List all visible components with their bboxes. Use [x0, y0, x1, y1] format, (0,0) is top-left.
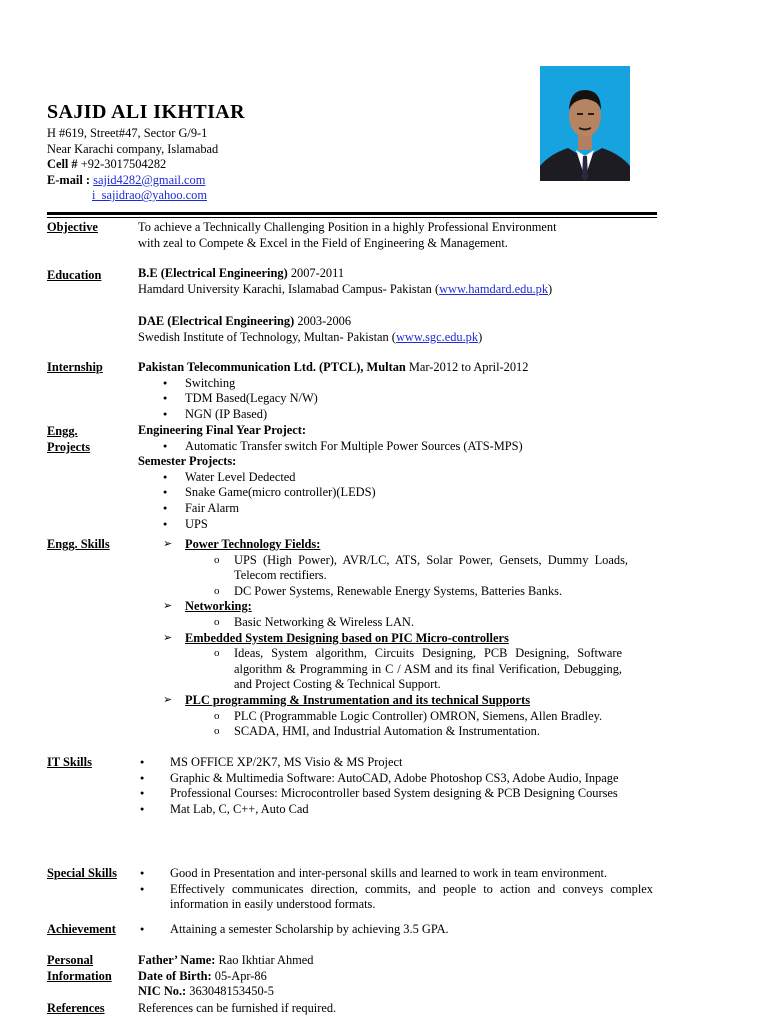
institution-link-1[interactable]: www.hamdard.edu.pk: [439, 281, 549, 296]
skill-group-heading: [138, 537, 658, 553]
email-label: E-mail :: [47, 172, 91, 187]
objective-line-1: To achieve a Technically Challenging Position in a highly Professional Environment: [138, 220, 557, 234]
label-education: Education: [47, 268, 102, 282]
list-item: ● Professional Courses: Microcontroller based System designing & PCB Designing Courses: [138, 786, 653, 802]
degree-1: B.E (Electrical Engineering): [138, 266, 288, 280]
networking-list: [138, 615, 658, 631]
list-item: ● NGN (IP Based): [138, 407, 658, 423]
address-line-2: Near Karachi company, Islamabad: [47, 141, 219, 156]
objective-text: [138, 220, 658, 251]
cell-line: [47, 157, 527, 173]
resume-header: [47, 100, 527, 204]
portrait-image: [540, 66, 630, 181]
label-engg-skills: Engg. Skills: [47, 537, 110, 551]
list-item: ● Water Level Dedected: [138, 470, 658, 486]
father-label: Father’ Name:: [138, 953, 216, 967]
list-item: ● Effectively communicates direction, commits, and people to action and conveys complex information in easily understood formats.: [138, 882, 653, 913]
email-line-2: [47, 188, 527, 204]
final-project-list: [138, 439, 658, 455]
list-item: ● Switching: [138, 376, 658, 392]
list-item: ● Fair Alarm: [138, 501, 658, 517]
years-2: 2003-2006: [297, 314, 352, 328]
label-references: References: [47, 1001, 105, 1015]
semester-projects-heading: Semester Projects:: [138, 454, 237, 469]
plc-list: [138, 709, 658, 740]
special-skills-block: [138, 866, 653, 913]
header-rule-thin: [47, 217, 657, 218]
special-skills-list: [138, 866, 653, 913]
semester-projects-list: [138, 470, 658, 532]
list-item: ● UPS: [138, 517, 658, 533]
list-item: ● Automatic Transfer switch For Multiple Power Sources (ATS-MPS): [138, 439, 658, 455]
list-item: ● Graphic & Multimedia Software: AutoCAD, Adobe Photoshop CS3, Adobe Audio, Inpage: [138, 771, 653, 787]
final-project-heading: Engineering Final Year Project:: [138, 423, 307, 437]
label-personal-information: [47, 953, 133, 984]
it-skills-block: [138, 755, 653, 817]
internship-list: [138, 376, 658, 423]
label-personal-line1: Personal: [47, 953, 94, 967]
power-technology-list: [138, 553, 658, 600]
engg-skills-block: [138, 537, 658, 740]
it-skills-list: [138, 755, 653, 817]
institution-1: Hamdard University Karachi, Islamabad Campus- Pakistan (: [138, 281, 440, 296]
power-technology-heading: Power Technology Fields:: [185, 537, 321, 551]
cell-value: +92-3017504282: [80, 157, 167, 172]
profile-photo: [540, 66, 630, 181]
achievement-list: [138, 922, 653, 938]
dob-label: Date of Birth:: [138, 968, 212, 983]
list-item: o Basic Networking & Wireless LAN.: [138, 615, 658, 631]
father-value: Rao Ikhtiar Ahmed: [218, 953, 314, 967]
education-entry-2: [138, 314, 658, 345]
internship-period: Mar-2012 to April-2012: [408, 360, 529, 374]
personal-block: [138, 953, 658, 1000]
list-item: ● TDM Based(Legacy N/W): [138, 391, 658, 407]
email-line: [47, 173, 527, 189]
label-objective: Objective: [47, 220, 98, 234]
skill-group-heading: [138, 693, 658, 709]
internship-block: [138, 360, 658, 422]
institution-link-2[interactable]: www.sgc.edu.pk: [395, 329, 479, 344]
cell-label: Cell #: [47, 157, 78, 172]
dob-value: 05-Apr-86: [214, 968, 267, 983]
list-item: ● Good in Presentation and inter-personal skills and learned to work in team environment.: [138, 866, 653, 882]
list-item: [138, 709, 658, 725]
list-item: ● MS OFFICE XP/2K7, MS Visio & MS Project: [138, 755, 653, 771]
list-item-text: PLC (Programmable Logic Controller) OMRON, Siemens, Allen Bradley.: [234, 708, 603, 723]
projects-block: [138, 423, 658, 532]
email-link-1[interactable]: sajid4282@gmail.com: [93, 172, 206, 187]
embedded-heading: Embedded System Designing based on PIC Micro-controllers: [185, 630, 509, 645]
list-item-text: UPS (High Power), AVR/LC, ATS, Solar Power, Gensets, Dummy Loads, Telecom rectifiers.: [234, 552, 628, 583]
list-item: o SCADA, HMI, and Industrial Automation & Instrumentation.: [138, 724, 658, 740]
label-achievement: Achievement: [47, 922, 116, 936]
plc-heading: PLC programming & Instrumentation and its technical Supports: [185, 692, 531, 707]
candidate-name: SAJID ALI IKHTIAR: [47, 101, 245, 123]
header-rule-thick: [47, 212, 657, 215]
address-line-1: H #619, Street#47, Sector G/9-1: [47, 126, 208, 140]
label-engg-projects-line1: Engg.: [47, 424, 78, 438]
paren-close-1: ): [548, 281, 553, 296]
list-item: [138, 646, 658, 693]
skill-group-heading: [138, 631, 658, 647]
years-1: 2007-2011: [290, 266, 345, 280]
institution-2: Swedish Institute of Technology, Multan- Pakistan (: [138, 329, 396, 344]
education-entry-1: [138, 266, 658, 297]
list-item: o DC Power Systems, Renewable Energy Systems, Batteries Banks.: [138, 584, 658, 600]
nic-value: 363048153450-5: [189, 984, 274, 999]
label-internship: Internship: [47, 360, 103, 374]
internship-company: Pakistan Telecommunication Ltd. (PTCL), Multan: [138, 360, 406, 374]
objective-line-2: with zeal to Compete & Excel in the Field of Engineering & Management.: [138, 235, 508, 250]
achievement-block: [138, 922, 653, 938]
skill-group-heading: [138, 599, 658, 615]
list-item-text: Ideas, System algorithm, Circuits Designing, PCB Designing, Software algorithm & Programming in C / ASM and its final Verification, Debugging, and Project Costing & Technical Support.: [234, 646, 622, 692]
list-item: [138, 553, 658, 584]
email-link-2[interactable]: i_sajidrao@yahoo.com: [92, 188, 207, 203]
list-item: ● Snake Game(micro controller)(LEDS): [138, 485, 658, 501]
label-engg-projects-line2: Projects: [47, 439, 91, 454]
networking-heading: Networking:: [185, 599, 252, 614]
label-special-skills: Special Skills: [47, 866, 117, 880]
list-item: ● Attaining a semester Scholarship by achieving 3.5 GPA.: [138, 922, 653, 938]
references-text: References can be furnished if required.: [138, 1001, 337, 1015]
list-item: ● Mat Lab, C, C++, Auto Cad: [138, 802, 653, 818]
label-engg-projects: [47, 424, 133, 455]
degree-2: DAE (Electrical Engineering): [138, 314, 295, 328]
label-it-skills: IT Skills: [47, 755, 92, 769]
embedded-list: [138, 646, 658, 693]
nic-label: NIC No.:: [138, 984, 187, 999]
label-personal-line2: Information: [47, 968, 112, 983]
paren-close-2: ): [478, 329, 483, 344]
